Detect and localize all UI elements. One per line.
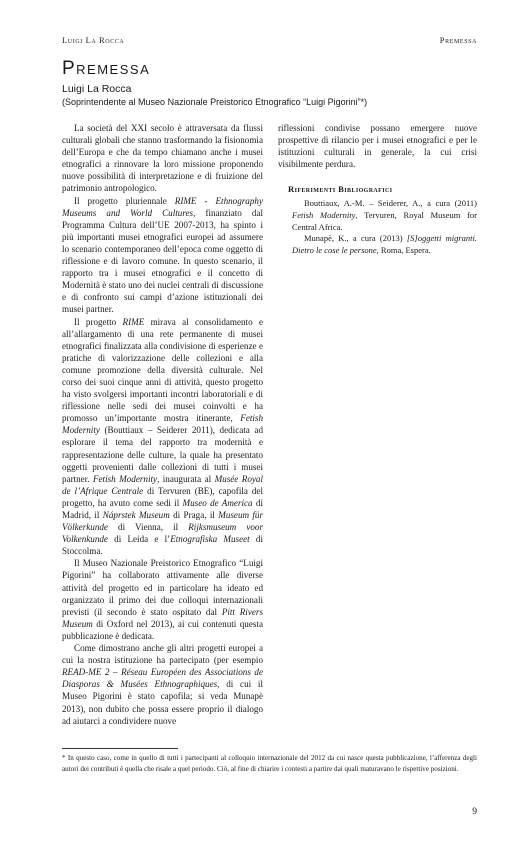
italic-run: Etnografiska Museet <box>170 534 250 545</box>
running-head-section: Premessa <box>439 35 477 45</box>
italic-run: Museo de America <box>182 497 253 508</box>
text-run: Il progetto pluriennale <box>74 195 175 206</box>
italic-run: Musée Royal de l’Afrique Centrale <box>62 473 263 496</box>
reference-item <box>278 233 477 256</box>
running-head <box>62 35 477 45</box>
italic-run: Náprstek Museum <box>102 510 170 520</box>
italic-run: Museum für Völkerkunde <box>62 510 264 533</box>
text-run: di Stoccolma. <box>62 534 263 557</box>
page-number: 9 <box>472 807 477 817</box>
italic-run: READ-ME 2 – Réseau Européen des Associations de Diasporas & Musées Ethnographiques <box>62 667 263 690</box>
text-run: di Praga, il <box>169 510 219 520</box>
italic-run: Fetish Modernity <box>62 413 263 436</box>
text-run: di Tervuren (BE), capofila del progetto, ha avuto come sedi il <box>62 485 263 508</box>
text-run: Il Museo Nazionale Preistorico Etnografico “Luigi Pigorini” ha collaborato attivamente alle diverse attività del progetto ed in particolare ha ideato ed organizzato il primo dei due colloqui internazionali previsti (il secondo è stato ospitato dal <box>62 558 263 617</box>
paragraph: riflessioni condivise possano emergere nuove prospettive di rilancio per i musei etnografici e per le istituzioni culturali in generale, la cui crisi visibilmente perdura. <box>278 123 477 170</box>
text-run: di Madrid, il <box>62 497 263 520</box>
text-run: Munapè, K., a cura (2013) <box>304 233 407 244</box>
author-name: Luigi La Rocca <box>62 83 132 95</box>
text-run: Il progetto <box>74 316 123 327</box>
author-affiliation: (Soprintendente al Museo Nazionale Preistorico Etnografico “Luigi Pigorini”*) <box>62 97 368 107</box>
text-run: Come dimostrano anche gli altri progetti europei a cui la nostra istituzione ha partecipato (per esempio <box>62 643 263 666</box>
paragraph <box>62 316 263 558</box>
text-run: , finanziato dal Programma Cultura dell’UE 2007-2013, ha spinto i più importanti musei etnografici europei ad assumere lo scenario contemporaneo dell’epoca come oggetto di riflessione e di lavoro comune. In questo scenario, il rapporto tra i musei etnografici e il concetto di Modernità è stato uno dei nuclei centrali di discussione e di confronto sui campi d’azione istituzionali dei musei partner. <box>62 207 263 315</box>
left-column <box>62 122 263 727</box>
footnote-divider <box>62 748 178 749</box>
italic-run: [S]oggetti migranti. Dietro le cose le persone <box>292 233 477 255</box>
italic-run: Fetish Modernity <box>292 210 356 221</box>
italic-run: RIME <box>122 316 145 327</box>
footnote: * In questo caso, come in quello di tutti i partecipanti al colloquio internazionale del 2012 da cui nasce questa pubblicazione, l’afferenza degli autori dei contributi è quella che risale a quel periodo. Ciò, al fine di chiarire i contesti a partire dai quali maturavano le rispettive posizioni. <box>62 754 477 773</box>
paragraph <box>62 557 263 642</box>
running-head-author: Luigi La Rocca <box>62 35 125 45</box>
references-heading: Riferimenti Bibliografici <box>288 184 393 195</box>
paragraph <box>62 642 263 727</box>
text-run: Bouttiaux, A.-M. – Seiderer, A., a cura (2011) <box>304 198 477 209</box>
italic-run: Pitt Rivers Museum <box>62 606 263 629</box>
page-title: Premessa <box>62 58 151 79</box>
paragraph <box>62 195 263 316</box>
reference-item <box>278 198 477 233</box>
text-run: , di cui il Museo Pigorini è stato capofila; si veda Munapè 2013), non dubito che possa essere proprio il dialogo ad aiutarci a condividere nuove <box>62 679 263 726</box>
text-run: di Vienna, il <box>107 522 189 533</box>
paragraph: La società del XXI secolo è attraversata da flussi culturali globali che stanno trasformando la fisionomia dell’Europa e che da tempo chiamano anche i musei etnografici a rinnovare la loro missione proponendo nuove possibilità di interpretazione e di fruizione del patrimonio antropologico. <box>62 123 263 194</box>
italic-run: Fetish Modernity <box>92 473 158 484</box>
text-run: , inaugurata al <box>157 473 215 484</box>
text-run: (Bouttiaux – Seiderer 2011), dedicata ad esplorare il tema del rapporto tra modernità e rappresentazione delle culture, la quale ha presentato oggetti provenienti dalle collezioni di tutti i musei partner. <box>62 425 263 484</box>
text-run: di Leida e l’ <box>107 534 171 545</box>
right-column <box>278 122 477 256</box>
text-run: mirava al consolidamento e all’allargamento di una rete permanente di musei etnografici finalizzata alla condivisione di esperienze e pratiche di valorizzazione delle collezioni e alla comune promozione della diversità culturale. Nel corso dei suoi cinque anni di attività, questo progetto ha visto svolgersi importanti incontri laboratoriali e di riflessione nelle sedi dei musei coinvolti e ha promosso un’importante mostra itinerante, <box>62 316 263 424</box>
text-run: , Tervuren, Royal Museum for Central Africa. <box>292 210 477 232</box>
text-run: di Oxford nel 2013), ai cui contenuti questa pubblicazione è dedicata. <box>62 618 263 641</box>
italic-run: RIME - Ethnography Museums and World Cultures <box>62 195 263 218</box>
text-run: , Roma, Espera. <box>376 244 431 255</box>
italic-run: Rijksmuseum voor Volkenkunde <box>62 522 263 545</box>
